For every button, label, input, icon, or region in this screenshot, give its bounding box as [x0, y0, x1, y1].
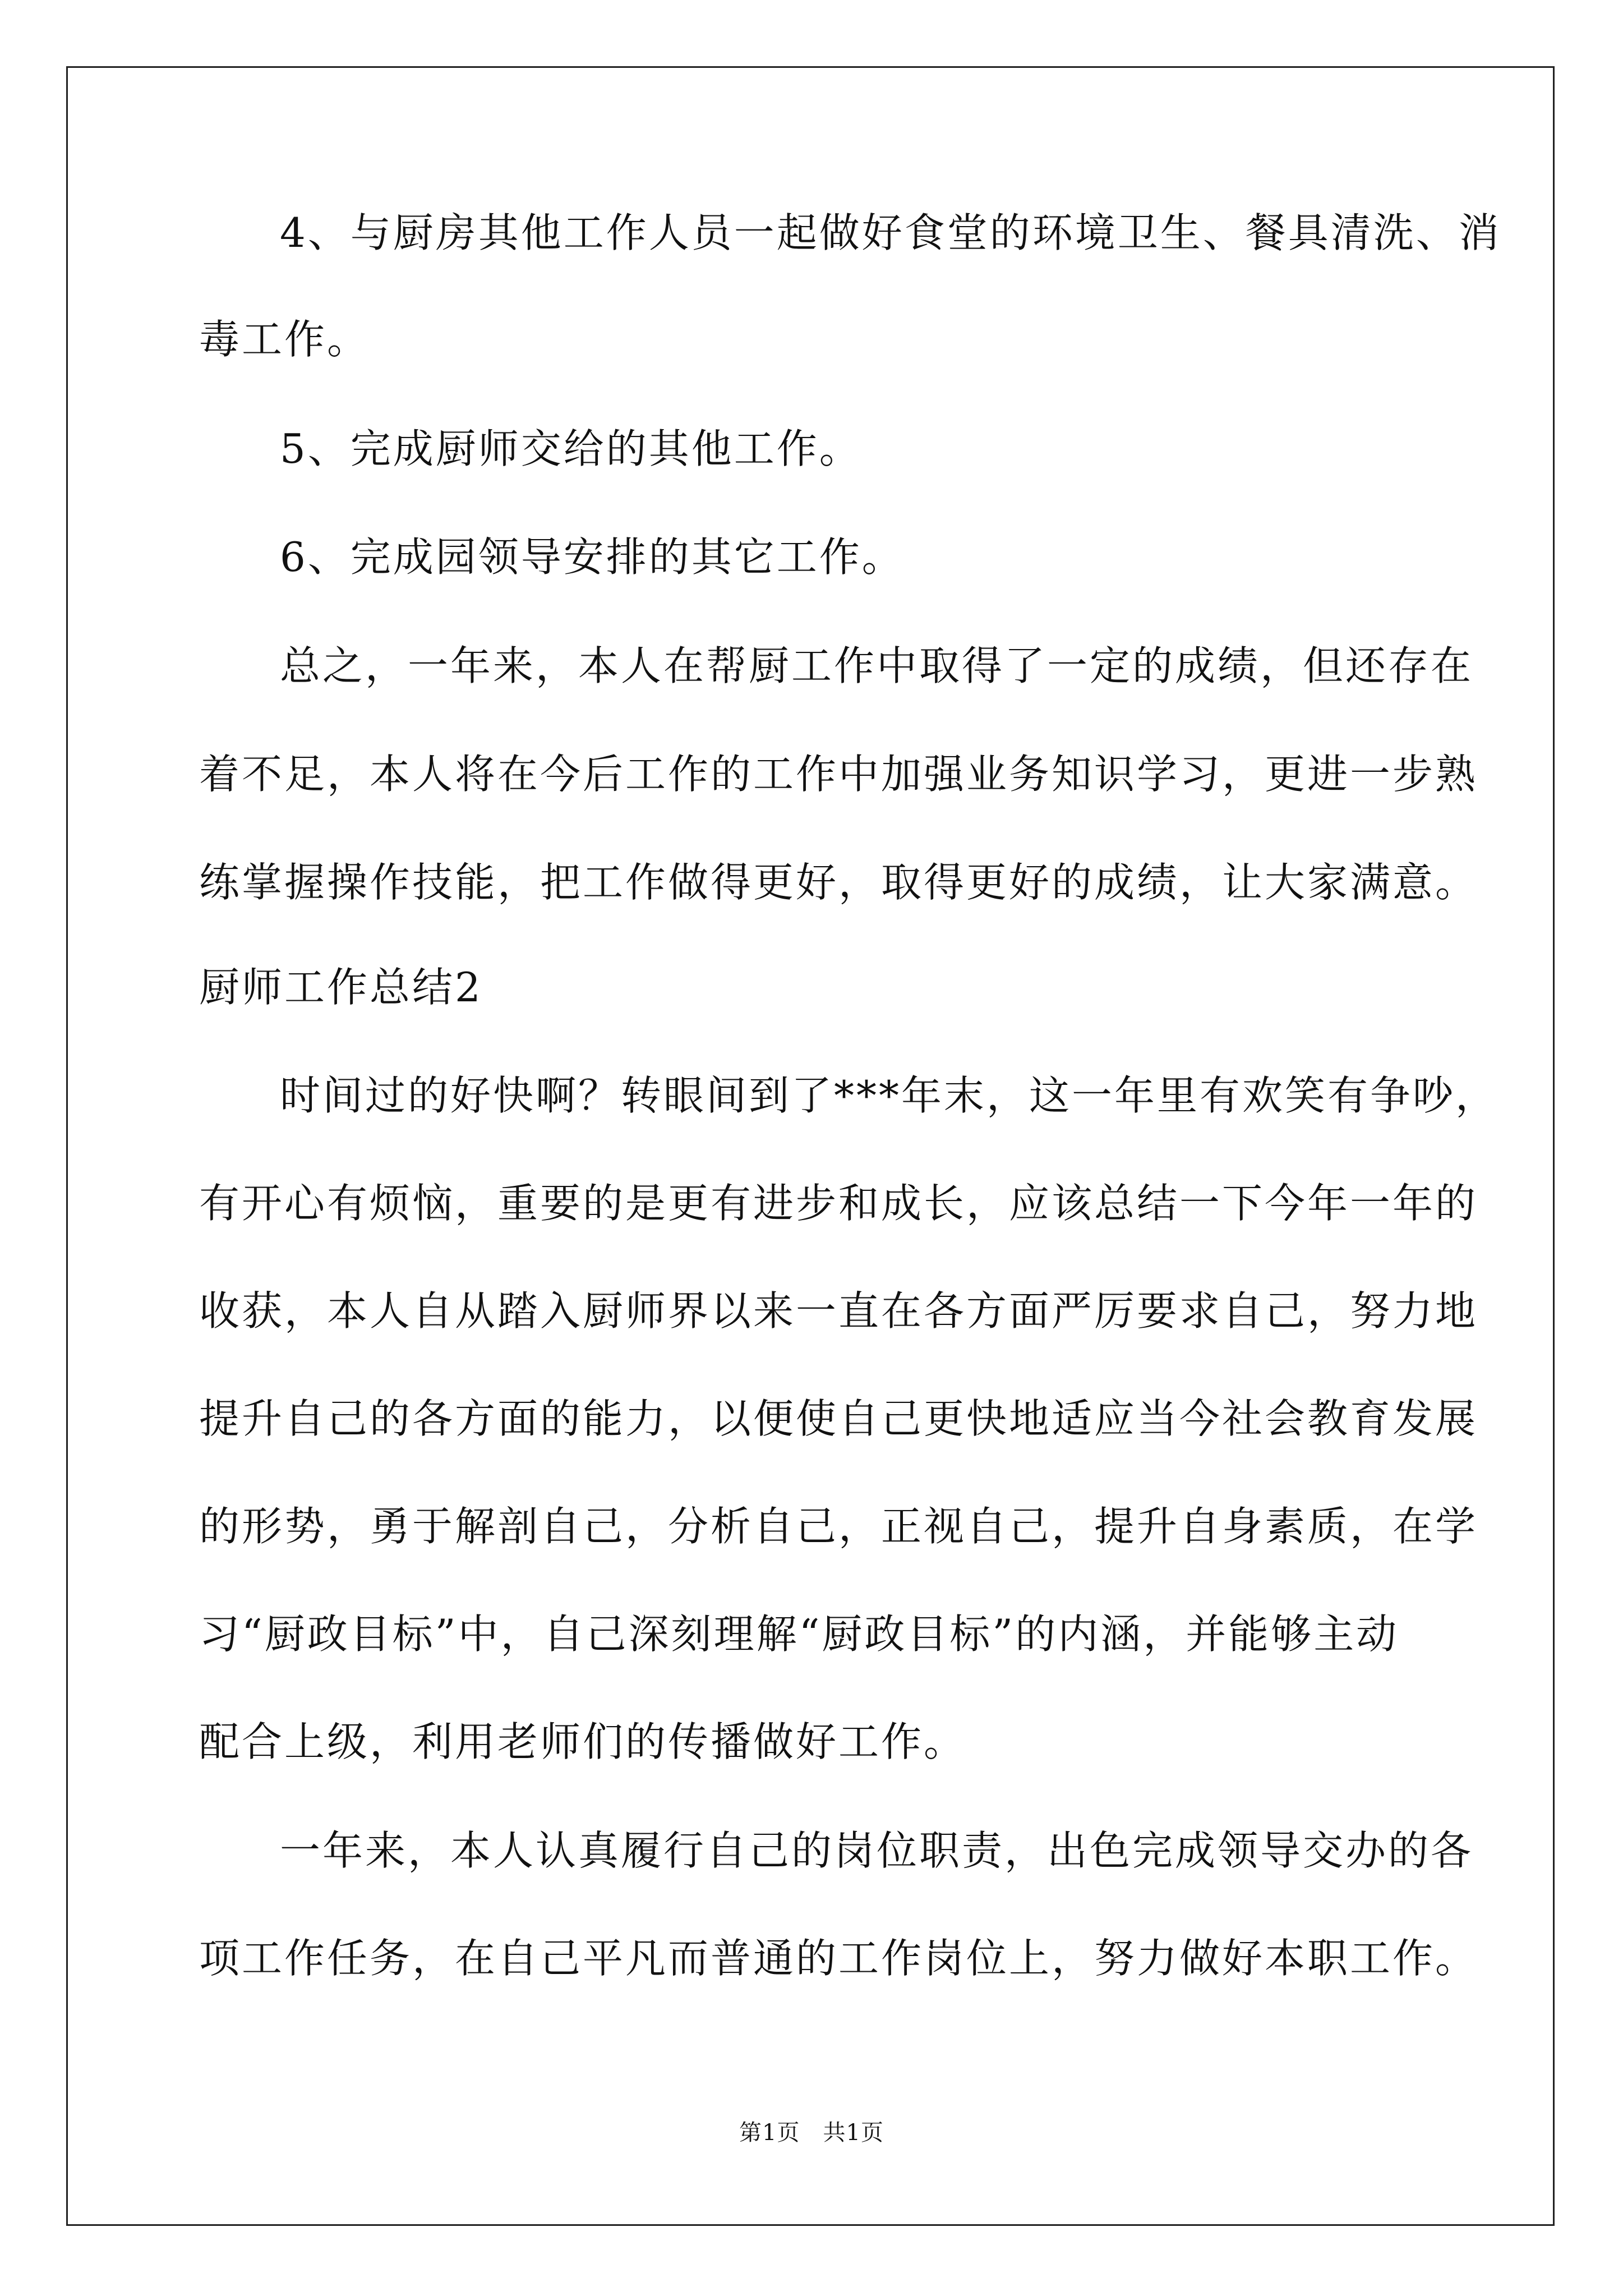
- intro-line-1: 时间过的好快啊？转眼间到了***年末，这一年里有欢笑有争吵，: [280, 1072, 1498, 1119]
- paragraph-4-line-2: 毒工作。: [199, 316, 370, 363]
- summary-line-2: 着不足，本人将在今后工作的工作中加强业务知识学习，更进一步熟: [199, 751, 1478, 798]
- page-footer: 第1页 共1页: [739, 2120, 884, 2146]
- intro-line-4: 提升自己的各方面的能力，以便使自己更快地适应当今社会教育发展: [199, 1395, 1478, 1442]
- paragraph-4-line-1: 4、与厨房其他工作人员一起做好食堂的环境卫生、餐具清洗、消: [280, 209, 1501, 256]
- summary-line-3: 练掌握操作技能，把工作做得更好，取得更好的成绩，让大家满意。: [199, 859, 1478, 906]
- duty-line-2: 项工作任务，在自己平凡而普通的工作岗位上，努力做好本职工作。: [199, 1935, 1478, 1982]
- intro-line-3: 收获，本人自从踏入厨师界以来一直在各方面严厉要求自己，努力地: [199, 1287, 1478, 1335]
- summary-line-1: 总之，一年来，本人在帮厨工作中取得了一定的成绩，但还存在: [280, 642, 1474, 689]
- intro-line-2: 有开心有烦恼，重要的是更有进步和成长，应该总结一下今年一年的: [199, 1180, 1478, 1227]
- intro-line-5: 的形势，勇于解剖自己，分析自己，正视自己，提升自身素质，在学: [199, 1503, 1478, 1550]
- duty-line-1: 一年来，本人认真履行自己的岗位职责，出色完成领导交办的各: [280, 1827, 1474, 1874]
- paragraph-6: 6、完成园领导安排的其它工作。: [280, 533, 905, 581]
- paragraph-5: 5、完成厨师交给的其他工作。: [280, 425, 862, 472]
- intro-line-7: 配合上级，利用老师们的传播做好工作。: [199, 1718, 967, 1765]
- page-border: [66, 66, 1555, 2226]
- section-title: 厨师工作总结2: [199, 964, 483, 1011]
- intro-line-6: 习“厨政目标”中，自己深刻理解“厨政目标”的内涵，并能够主动: [199, 1611, 1399, 1658]
